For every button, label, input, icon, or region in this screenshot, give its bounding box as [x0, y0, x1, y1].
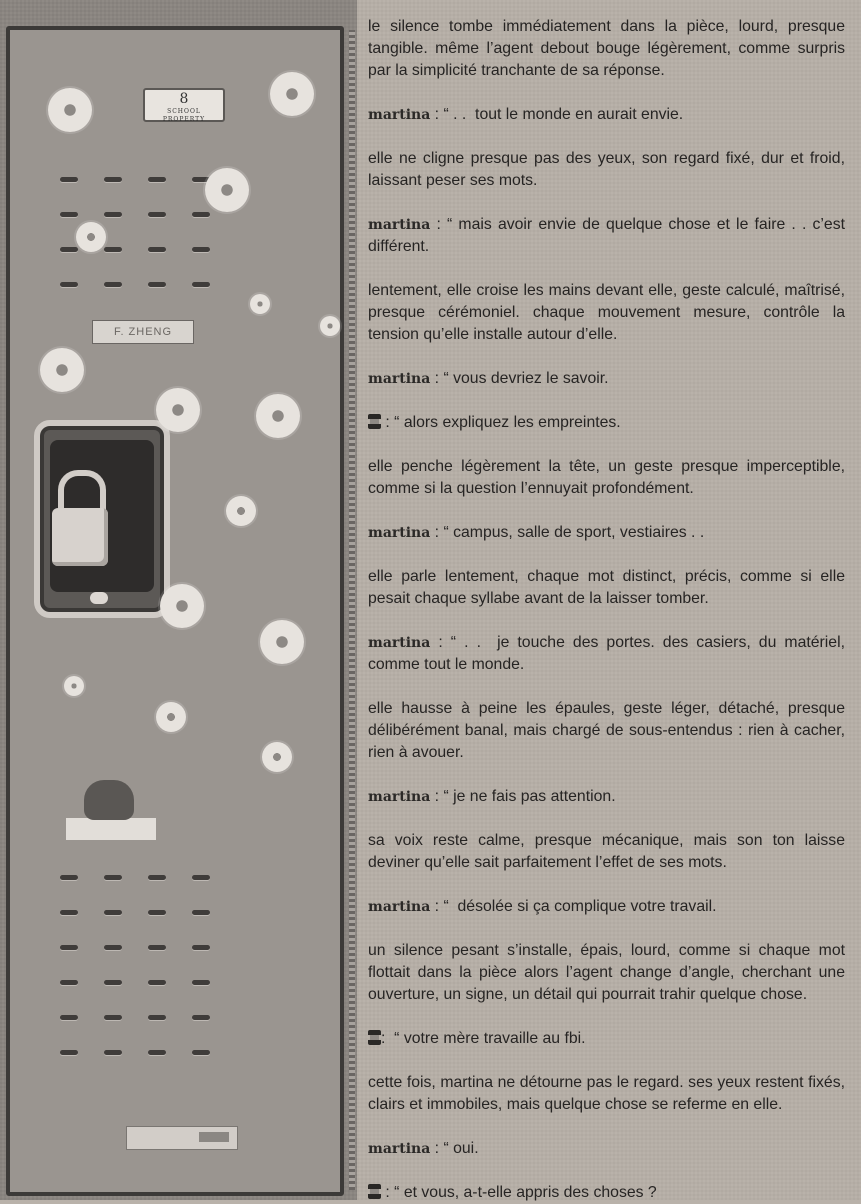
padlock-body [52, 508, 108, 566]
narration: elle penche légèrement la tête, un geste presque imperceptible, comme si la question l’ennuyait profondément. [368, 458, 850, 497]
locker-vents-bottom [60, 860, 210, 1070]
narration: un silence pesant s’installe, épais, lourd, comme si chaque mot flottait dans la pièce alors l’agent change d’angle, cherchant une ouverture, un signe, un détail qui pourrait trahir quelque chose. [368, 942, 850, 1003]
speaker-name: martina [368, 371, 431, 387]
locker-photo [0, 0, 357, 1200]
speaker-name: martina [368, 899, 431, 915]
latch-knob [90, 592, 108, 604]
flower-sticker [205, 168, 249, 212]
dialogue-line [368, 214, 850, 258]
dialogue-text: : “ désolée si ça complique votre travail. [430, 898, 717, 915]
dialogue-line [368, 104, 845, 126]
dialogue-line [368, 1138, 845, 1160]
narration: sa voix reste calme, presque mécanique, mais son ton laisse deviner qu’elle sait parfaitement l’effet de ses mots. [368, 832, 850, 871]
dialogue-line [368, 368, 845, 390]
dialogue-line [368, 522, 845, 544]
dialogue-text: : “ mais avoir envie de quelque chose et le faire . . c’est différent. [368, 216, 850, 255]
dialogue-text: : “ vous devriez le savoir. [430, 370, 609, 387]
flower-sticker [156, 388, 200, 432]
agent-line [368, 1182, 845, 1204]
flower-sticker [260, 620, 304, 664]
speaker-name: martina [368, 635, 431, 651]
story-text [357, 0, 861, 1200]
locker-bottom-tag [126, 1126, 238, 1150]
dialogue-text: : “ . . tout le monde en aurait envie. [430, 106, 684, 123]
dialogue-line [368, 632, 850, 676]
agent-icon [368, 1030, 381, 1045]
speaker-name: martina [368, 1141, 431, 1157]
narration: elle parle lentement, chaque mot distinct, précis, comme si elle pesait chaque syllabe avant de la laisser tomber. [368, 568, 850, 607]
flower-sticker [48, 88, 92, 132]
flower-sticker [64, 676, 84, 696]
narration: le silence tombe immédiatement dans la pièce, lourd, presque tangible. même l’agent debout bouge légèrement, comme surpris par la simplicité tranchante de sa réponse. [368, 18, 850, 79]
flower-sticker [76, 222, 106, 252]
agent-line [368, 412, 845, 434]
dialogue-line [368, 896, 845, 918]
narration: lentement, elle croise les mains devant elle, geste calculé, maîtrisé, presque cérémoniel. chaque mouvement mesure, contrôle la tension qu’elle installe autour d’elle. [368, 282, 850, 343]
flower-sticker [270, 72, 314, 116]
locker-plate-subtext: SCHOOL PROPERTY [162, 108, 206, 123]
sticker-base [66, 818, 156, 840]
flower-sticker [320, 316, 340, 336]
agent-icon [368, 414, 381, 429]
narration: elle ne cligne presque pas des yeux, son regard fixé, dur et froid, laissant peser ses mots. [368, 150, 850, 189]
flower-sticker [256, 394, 300, 438]
locker-hinge [349, 30, 355, 1190]
flower-sticker [226, 496, 256, 526]
locker-number-plate [143, 88, 225, 122]
flower-sticker [156, 702, 186, 732]
dialogue-text: : “ oui. [430, 1140, 479, 1157]
flower-sticker [40, 348, 84, 392]
bear-figurine-icon [84, 780, 134, 820]
flower-sticker [160, 584, 204, 628]
locker-name-tag: F. ZHENG [92, 320, 194, 344]
narration: elle hausse à peine les épaules, geste léger, détaché, presque délibérément banal, mais chargé de sous-entendus : rien à cacher, rien à avouer. [368, 700, 850, 761]
flower-sticker [250, 294, 270, 314]
agent-icon [368, 1184, 381, 1199]
dialogue-text: : “ et vous, a-t-elle appris des choses ? [381, 1184, 657, 1201]
flower-sticker [262, 742, 292, 772]
dialogue-text: : “ je ne fais pas attention. [430, 788, 616, 805]
dialogue-line [368, 786, 845, 808]
speaker-name: martina [368, 107, 431, 123]
locker-number: 8 [179, 91, 189, 107]
dialogue-text: : “ . . je touche des portes. des casiers, du matériel, comme tout le monde. [368, 634, 850, 673]
speaker-name: martina [368, 789, 431, 805]
dialogue-text: : “ votre mère travaille au fbi. [381, 1030, 586, 1047]
speaker-name: martina [368, 217, 431, 233]
dialogue-text: : “ campus, salle de sport, vestiaires . . [430, 524, 705, 541]
agent-line [368, 1028, 845, 1050]
speaker-name: martina [368, 525, 431, 541]
dialogue-text: : “ alors expliquez les empreintes. [381, 414, 621, 431]
narration: cette fois, martina ne détourne pas le regard. ses yeux restent fixés, clairs et immobiles, mais quelque chose se referme en elle. [368, 1074, 850, 1113]
